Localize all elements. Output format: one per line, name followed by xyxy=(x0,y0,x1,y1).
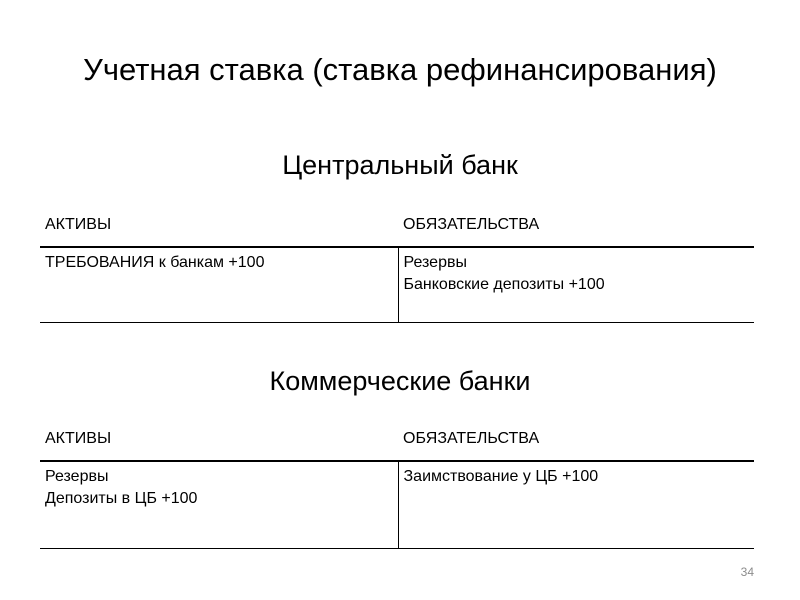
assets-header: АКТИВЫ xyxy=(40,418,398,461)
table-row xyxy=(40,247,754,323)
asset-line: ТРЕБОВАНИЯ к банкам +100 xyxy=(45,254,265,271)
liabilities-header: ОБЯЗАТЕЛЬСТВА xyxy=(398,418,754,461)
liability-line: Заимствование у ЦБ +100 xyxy=(403,468,599,485)
assets-cell xyxy=(40,461,398,549)
liability-line: Резервы xyxy=(403,254,467,271)
table-header-row xyxy=(40,204,754,247)
commercial-banks-title: Коммерческие банки xyxy=(269,366,531,396)
page-number: 34 xyxy=(740,565,754,579)
assets-header: АКТИВЫ xyxy=(40,204,398,247)
liabilities-cell xyxy=(398,461,754,549)
central-bank-title: Центральный банк xyxy=(282,150,518,180)
table-header-row xyxy=(40,418,754,461)
assets-cell xyxy=(40,247,398,323)
asset-line: Резервы xyxy=(45,468,109,485)
central-bank-t-account xyxy=(40,204,754,323)
liabilities-header: ОБЯЗАТЕЛЬСТВА xyxy=(398,204,754,247)
commercial-banks-t-account xyxy=(40,418,754,549)
table-row xyxy=(40,461,754,549)
liability-line: Банковские депозиты +100 xyxy=(403,276,605,293)
slide-title: Учетная ставка (ставка рефинансирования) xyxy=(83,52,717,87)
asset-line: Депозиты в ЦБ +100 xyxy=(45,490,198,507)
liabilities-cell xyxy=(398,247,754,323)
